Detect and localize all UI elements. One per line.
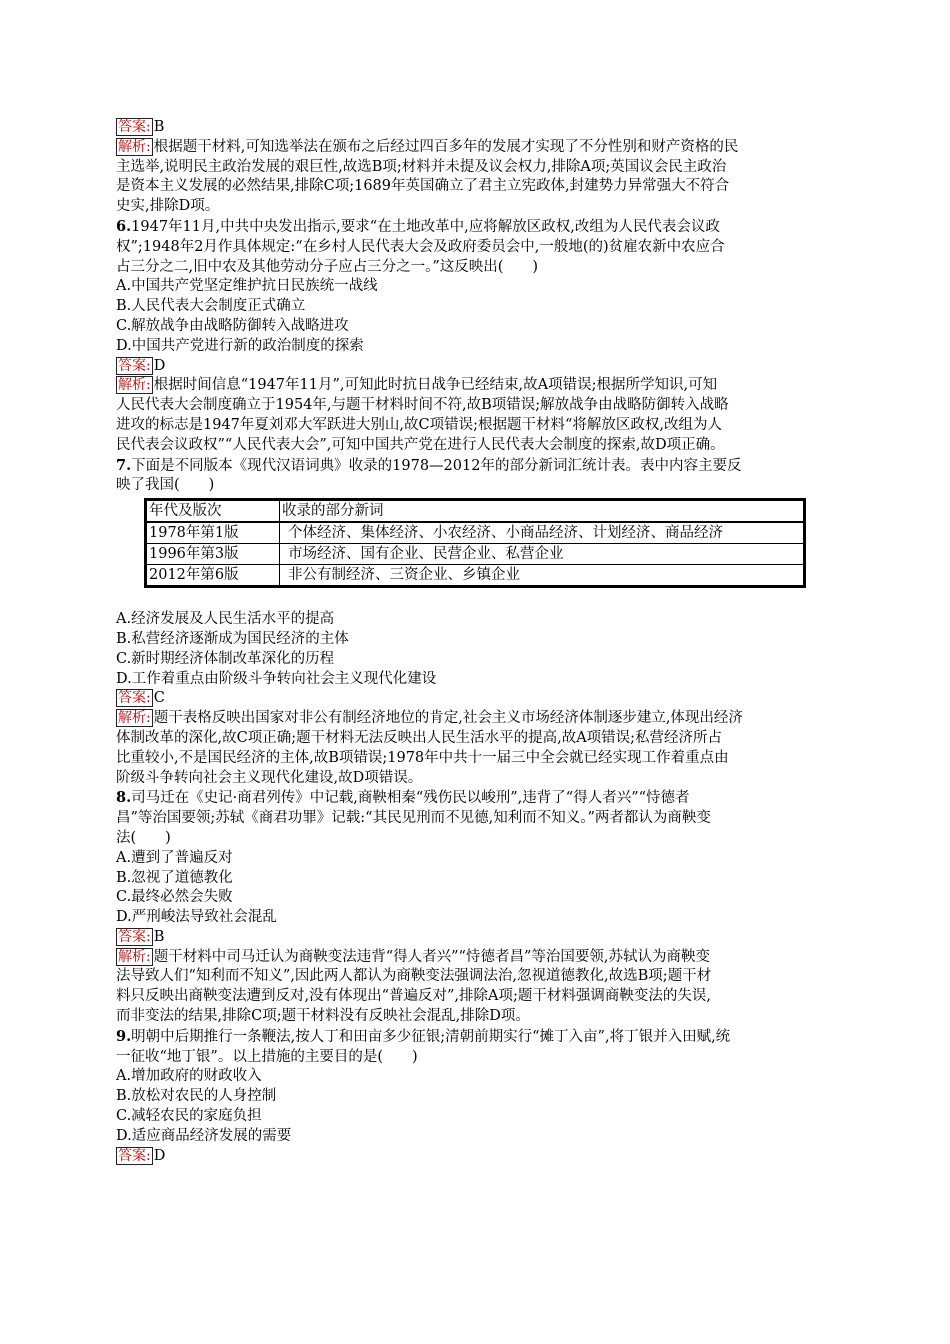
option-c: C.解放战争由战略防御转入战略进攻: [116, 317, 349, 334]
option-b: B.人民代表大会制度正式确立: [116, 298, 306, 315]
explanation-7-line: 比重较小,不是国民经济的主体,故B项错误;1978年中共十一届三中全会就已经实现工作着重点由: [116, 749, 729, 766]
explanation-5-line: 史实,排除D项。: [116, 198, 220, 215]
explanation-tag: 解析:: [118, 948, 151, 965]
answer-value: B: [153, 928, 165, 945]
question-text: 下面是不同版本《现代汉语词典》收录的1978—2012年的部分新词汇统计表。表中内容主要反: [131, 457, 742, 474]
table-row: [146, 544, 805, 565]
answer-tag: 答案:: [118, 928, 151, 945]
answer-tag: 答案:: [118, 1147, 151, 1164]
explanation-text: 题干表格反映出国家对非公有制经济地位的肯定,社会主义市场经济体制逐步建立,体现出经济: [153, 710, 743, 727]
question-7-stem: 映了我国( ): [116, 477, 215, 494]
option-c: C.最终必然会失败: [116, 889, 233, 906]
question-text: 1947年11月,中共中央发出指示,要求“在土地改革中,应将解放区政权,改组为人民代表会议政: [131, 218, 720, 235]
option-d: D.中国共产党进行新的政治制度的探索: [116, 337, 364, 354]
question-6-stem: 权”;1948年2月作具体规定:“在乡村人民代表大会及政府委员会中,一般地(的)贫雇农新中农应合: [116, 238, 725, 255]
question-number: 7.: [116, 456, 132, 474]
explanation-tag: 解析:: [118, 710, 151, 727]
answer-value: B: [153, 119, 165, 135]
explanation-6-line: 进攻的标志是1947年夏刘邓大军跃进大别山,故C项错误;根据题干材料“将解放区政权,改组为人: [116, 416, 723, 433]
explanation-7-line: 体制改革的深化,故C项正确;题干材料无法反映出人民生活水平的提高,故A项错误;私营经济所占: [116, 729, 723, 746]
question-7-stem: [116, 456, 830, 477]
explanation-6-line: 人民代表大会制度确立于1954年,与题干材料时间不符,故B项错误;解放战争由战略防御转入战略: [116, 397, 729, 414]
option-a: A.经济发展及人民生活水平的提高: [116, 611, 335, 628]
table-header: 年代及版次: [146, 500, 280, 523]
question-number: 9.: [116, 1027, 132, 1045]
explanation-8-line: [116, 948, 830, 968]
table-cell: 市场经济、国有企业、民营企业、私营企业: [280, 544, 805, 565]
explanation-tag: 解析:: [118, 138, 151, 155]
option-b: B.忽视了道德教化: [116, 869, 233, 886]
explanation-text: 根据题干材料,可知选举法在颁布之后经过四百多年的发展才实现了不分性别和财产资格的民: [153, 138, 739, 155]
answer-tag: 答案:: [118, 119, 151, 135]
answer-tag: 答案:: [118, 690, 151, 707]
option-d: D.工作着重点由阶级斗争转向社会主义现代化建设: [116, 670, 437, 687]
explanation-5-line: 是资本主义发展的必然结果,排除C项;1689年英国确立了君主立宪政体,封建势力异常强大不符合: [116, 178, 730, 195]
explanation-6-line: 民代表会议政权”“人民代表大会”,可知中国共产党在进行人民代表大会制度的探索,故D项正确。: [116, 436, 725, 453]
question-8-stem: [116, 788, 830, 809]
explanation-8-line: 料只反映出商鞅变法遭到反对,没有体现出“普遍反对”,排除A项;题干材料强调商鞅变法的失误,: [116, 988, 712, 1005]
explanation-8-line: 而非变法的结果,排除C项;题干材料没有反映社会混乱,排除D项。: [116, 1008, 530, 1025]
explanation-tag: 解析:: [118, 377, 151, 394]
question-number: 6.: [116, 217, 132, 235]
explanation-7-line: [116, 709, 830, 729]
explanation-7-line: 阶级斗争转向社会主义现代化建设,故D项错误。: [116, 769, 423, 786]
question-number: 8.: [116, 789, 132, 807]
answer-tag: 答案:: [118, 357, 151, 374]
vocabulary-table: [144, 498, 806, 588]
table-header: 收录的部分新词: [280, 500, 805, 523]
answer-6: [116, 357, 830, 377]
explanation-6-line: [116, 376, 830, 396]
option-c: C.减轻农民的家庭负担: [116, 1108, 262, 1125]
explanation-5-line: [116, 138, 830, 158]
question-6-stem: [116, 217, 830, 238]
answer-value: D: [153, 1147, 166, 1164]
question-text: 司马迁在《史记·商君列传》中记载,商鞅相秦“残伤民以峻刑”,违背了“得人者兴”“恃德者: [131, 790, 690, 807]
answer-value: C: [153, 690, 165, 707]
table-cell: 非公有制经济、三资企业、乡镇企业: [280, 565, 805, 587]
question-6-stem: 占三分之二,旧中农及其他劳动分子应占三分之一。”这反映出( ): [116, 258, 539, 275]
option-d: D.适应商品经济发展的需要: [116, 1127, 292, 1144]
answer-7: [116, 689, 830, 709]
option-d: D.严刑峻法导致社会混乱: [116, 909, 277, 926]
option-a: A.增加政府的财政收入: [116, 1068, 262, 1085]
question-9-stem: [116, 1027, 830, 1048]
answer-value: D: [153, 357, 166, 374]
answer-9: [116, 1147, 830, 1167]
table-cell: 1996年第3版: [146, 544, 280, 565]
answer-5: [116, 118, 830, 138]
explanation-5-line: 主选举,说明民主政治发展的艰巨性,故选B项;材料并未提及议会权力,排除A项;英国议会民主政治: [116, 158, 727, 175]
table-cell: 2012年第6版: [146, 565, 280, 587]
table-cell: 个体经济、集体经济、小农经济、小商品经济、计划经济、商品经济: [280, 522, 805, 544]
table-row: [146, 522, 805, 544]
option-c: C.新时期经济体制改革深化的历程: [116, 650, 335, 667]
question-8-stem: 昌”等治国要领;苏轼《商君功罪》记载:“其民见刑而不见德,知利而不知义。”两者都认为商鞅变: [116, 810, 711, 827]
explanation-text: 根据时间信息“1947年11月”,可知此时抗日战争已经结束,故A项错误;根据所学知识,可知: [153, 377, 718, 394]
question-8-stem: 法( ): [116, 829, 171, 846]
explanation-8-line: 法导致人们“知利而不知义”,因此两人都认为商鞅变法强调法治,忽视道德教化,故选B项;题干材: [116, 968, 712, 985]
answer-8: [116, 928, 830, 948]
explanation-text: 题干材料中司马迁认为商鞅变法违背“得人者兴”“恃德者昌”等治国要领,苏轼认为商鞅变: [153, 948, 710, 965]
question-text: 明朝中后期推行一条鞭法,按人丁和田亩多少征银;清朝前期实行“摊丁入亩”,将丁银并入田赋,统: [131, 1028, 731, 1045]
table-header-row: [146, 500, 805, 523]
option-a: A.遭到了普遍反对: [116, 849, 233, 866]
option-b: B.私营经济逐渐成为国民经济的主体: [116, 630, 349, 647]
option-b: B.放松对农民的人身控制: [116, 1088, 277, 1105]
option-a: A.中国共产党坚定维护抗日民族统一战线: [116, 278, 378, 295]
table-row: [146, 565, 805, 587]
question-9-stem: 一征收“地丁银”。以上措施的主要目的是( ): [116, 1048, 418, 1065]
table-cell: 1978年第1版: [146, 522, 280, 544]
document-page: [116, 118, 830, 1166]
